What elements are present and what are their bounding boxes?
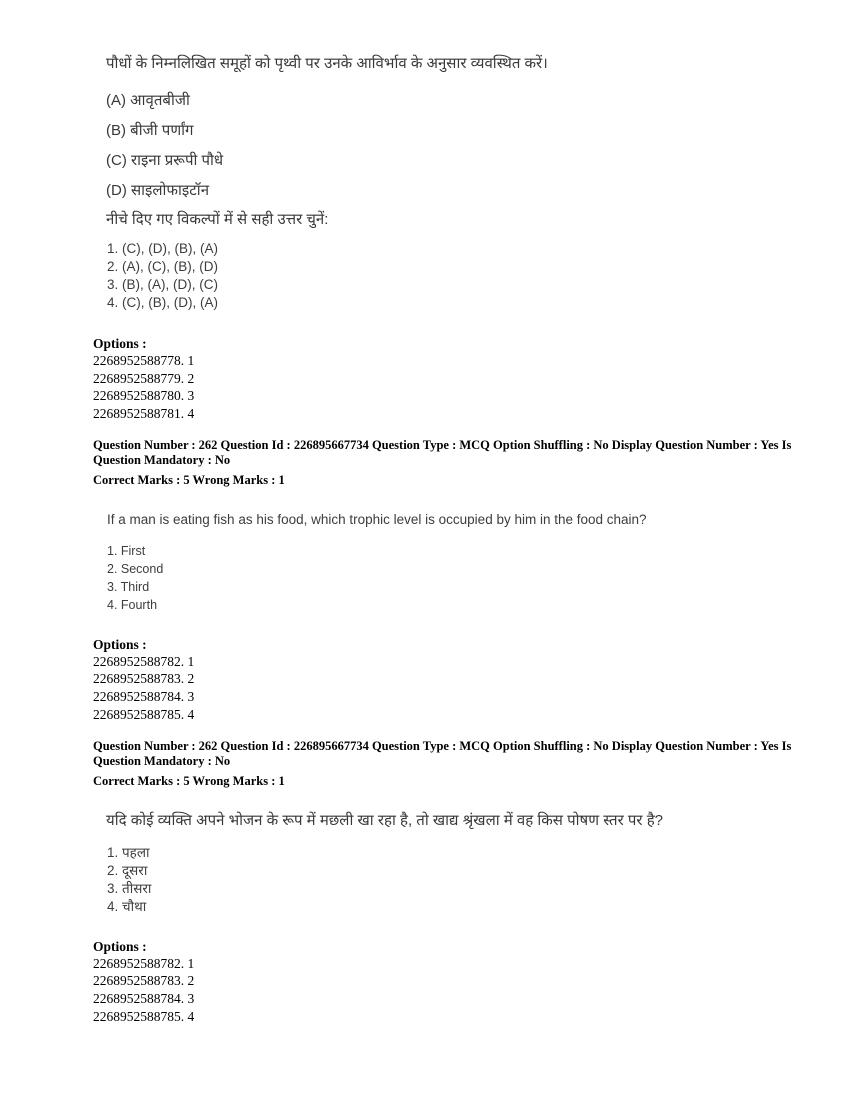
option-id-row: 2268952588782. 1 xyxy=(93,653,195,669)
options-label: Options : xyxy=(93,938,147,954)
question-text: If a man is eating fish as his food, which trophic level is occupied by him in the food chain? xyxy=(107,511,647,527)
option-id-row: 2268952588783. 2 xyxy=(93,973,195,989)
question-marks-line: Correct Marks : 5 Wrong Marks : 1 xyxy=(93,774,285,789)
question-body xyxy=(93,812,810,1025)
option-id-row: 2268952588785. 4 xyxy=(93,706,195,722)
question-meta-header: Question Number : 262 Question Id : 226895667734 Question Type : MCQ Option Shuffling : No Display Question Number : Yes Is Question Mandatory : No xyxy=(93,739,792,768)
question-list-item-b: (B) बीजी पर्णांग xyxy=(106,122,194,139)
choice-4: 4. (C), (B), (D), (A) xyxy=(107,295,218,310)
choice-3: 3. तीसरा xyxy=(107,880,152,896)
choice-1: 1. First xyxy=(107,543,146,558)
choice-2: 2. (A), (C), (B), (D) xyxy=(107,259,218,274)
options-id-block xyxy=(93,938,810,1025)
question-block-botany-hindi xyxy=(93,55,810,422)
option-id-row: 2268952588784. 3 xyxy=(93,689,195,705)
question-list-item-c: (C) राइना प्ररूपी पौधे xyxy=(106,152,224,169)
option-id-row: 2268952588780. 3 xyxy=(93,388,195,404)
question-marks-line: Correct Marks : 5 Wrong Marks : 1 xyxy=(93,473,285,488)
choice-list xyxy=(107,542,810,614)
choice-list xyxy=(107,240,810,312)
choice-1: 1. (C), (D), (B), (A) xyxy=(107,241,218,256)
question-meta-block xyxy=(93,438,805,488)
choose-answer-instruction: नीचे दिए गए विकल्पों में से सही उत्तर चुनें: xyxy=(106,211,329,228)
choice-4: 4. चौथा xyxy=(107,898,147,914)
options-id-block xyxy=(93,636,810,723)
question-text: यदि कोई व्यक्ति अपने भोजन के रूप में मछली खा रहा है, तो खाद्य श्रृंखला में वह किस पोषण स्तर पर है? xyxy=(106,811,664,829)
question-text: पौधों के निम्नलिखित समूहों को पृथ्वी पर उनके आविर्भाव के अनुसार व्यवस्थित करें। xyxy=(106,55,548,72)
option-id-row: 2268952588783. 2 xyxy=(93,671,195,687)
choice-2: 2. दूसरा xyxy=(107,862,148,878)
option-id-row: 2268952588785. 4 xyxy=(93,1008,195,1024)
question-list-item-d: (D) साइलोफाइटॉन xyxy=(106,182,210,199)
choice-3: 3. (B), (A), (D), (C) xyxy=(107,277,218,292)
option-id-row: 2268952588778. 1 xyxy=(93,353,195,368)
choice-2: 2. Second xyxy=(107,561,164,576)
options-label: Options : xyxy=(93,636,147,652)
question-list-item-a: (A) आवृतबीजी xyxy=(106,92,190,109)
choice-list xyxy=(107,844,810,916)
choice-3: 3. Third xyxy=(107,579,150,594)
option-id-row: 2268952588779. 2 xyxy=(93,370,195,386)
options-id-block xyxy=(93,335,810,422)
question-meta-block xyxy=(93,739,805,789)
option-id-row: 2268952588782. 1 xyxy=(93,955,195,971)
option-id-row: 2268952588784. 3 xyxy=(93,990,195,1006)
question-meta-header: Question Number : 262 Question Id : 226895667734 Question Type : MCQ Option Shuffling : No Display Question Number : Yes Is Question Mandatory : No xyxy=(93,438,792,467)
choice-4: 4. Fourth xyxy=(107,597,158,612)
options-label: Options : xyxy=(93,336,147,351)
option-id-row: 2268952588781. 4 xyxy=(93,405,195,421)
question-block-trophic-english xyxy=(93,438,810,723)
choice-1: 1. पहला xyxy=(107,844,150,860)
question-block-trophic-hindi xyxy=(93,739,810,1025)
question-body xyxy=(93,511,810,723)
